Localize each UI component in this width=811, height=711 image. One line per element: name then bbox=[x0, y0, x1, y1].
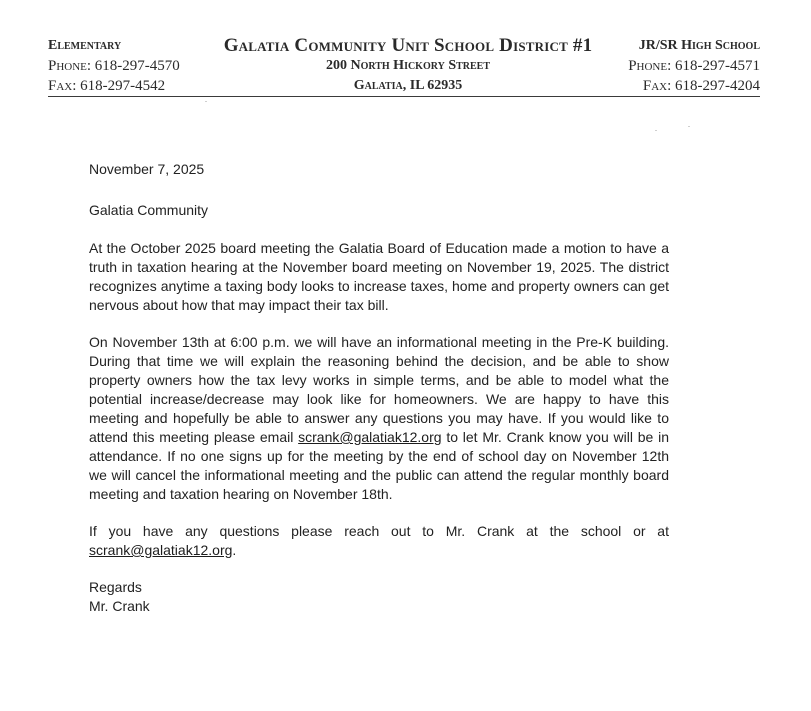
paragraph-3-end: . bbox=[232, 542, 237, 558]
highschool-phone: Phone: 618-297-4571 bbox=[628, 58, 760, 74]
letter-date: November 7, 2025 bbox=[89, 161, 205, 177]
signature-name: Mr. Crank bbox=[89, 598, 150, 614]
email-link[interactable]: scrank@galatiak12.org bbox=[298, 429, 442, 445]
district-header bbox=[208, 36, 608, 96]
elementary-title: Elementary bbox=[48, 38, 122, 53]
elementary-phone: Phone: 618-297-4570 bbox=[48, 58, 180, 74]
paragraph-2 bbox=[89, 333, 669, 504]
highschool-fax: Fax: 618-297-4204 bbox=[642, 78, 760, 94]
email-link-2[interactable]: scrank@galatiak12.org bbox=[89, 542, 233, 558]
highschool-title: JR/SR High School bbox=[638, 38, 760, 53]
paragraph-3 bbox=[89, 522, 669, 560]
elementary-fax: Fax: 618-297-4542 bbox=[48, 78, 166, 94]
letter-body bbox=[89, 160, 669, 616]
paragraph-1: At the October 2025 board meeting the Galatia Board of Education made a motion to have a truth in taxation hearing at the November board meeting on November 19, 2025. The district recognizes anytime a taxing body looks to increase taxes, home and property owners can get nervous about how that may impact their tax bill. bbox=[89, 240, 669, 313]
district-name: Galatia Community Unit School District #1 bbox=[223, 35, 593, 56]
closing-text: Regards bbox=[89, 579, 142, 595]
district-street: 200 North Hickory Street bbox=[325, 58, 491, 73]
paragraph-2-text-b: to let Mr. Crank know you will be in attendance. If no one signs up for the meeting by the end of school day on November 12th we will cancel the informational meeting and the public can attend the regular monthly board meeting and taxation hearing on November 18th. bbox=[89, 429, 669, 502]
letter-closing bbox=[89, 578, 669, 616]
district-city: Galatia, IL 62935 bbox=[353, 78, 463, 93]
highschool-contact bbox=[628, 36, 760, 96]
elementary-contact bbox=[48, 36, 180, 96]
letter-salutation: Galatia Community bbox=[89, 202, 209, 218]
scan-speck bbox=[205, 101, 207, 102]
letterhead-divider bbox=[48, 96, 760, 97]
letterhead bbox=[48, 36, 760, 96]
paragraph-3-text: If you have any questions please reach out to Mr. Crank at the school or at bbox=[89, 523, 669, 539]
paragraph-2-text-a: On November 13th at 6:00 p.m. we will have an informational meeting in the Pre-K building. During that time we will explain the reasoning behind the decision, and be able to show property owners how the tax levy works in simple terms, and be able to model what the potential increase/decrease may look like for homeowners. We are happy to have this meeting and hopefully be able to answer any questions you may have. If you would like to attend this meeting please email bbox=[89, 334, 669, 445]
scan-speck bbox=[655, 130, 657, 131]
scan-speck bbox=[688, 126, 690, 127]
